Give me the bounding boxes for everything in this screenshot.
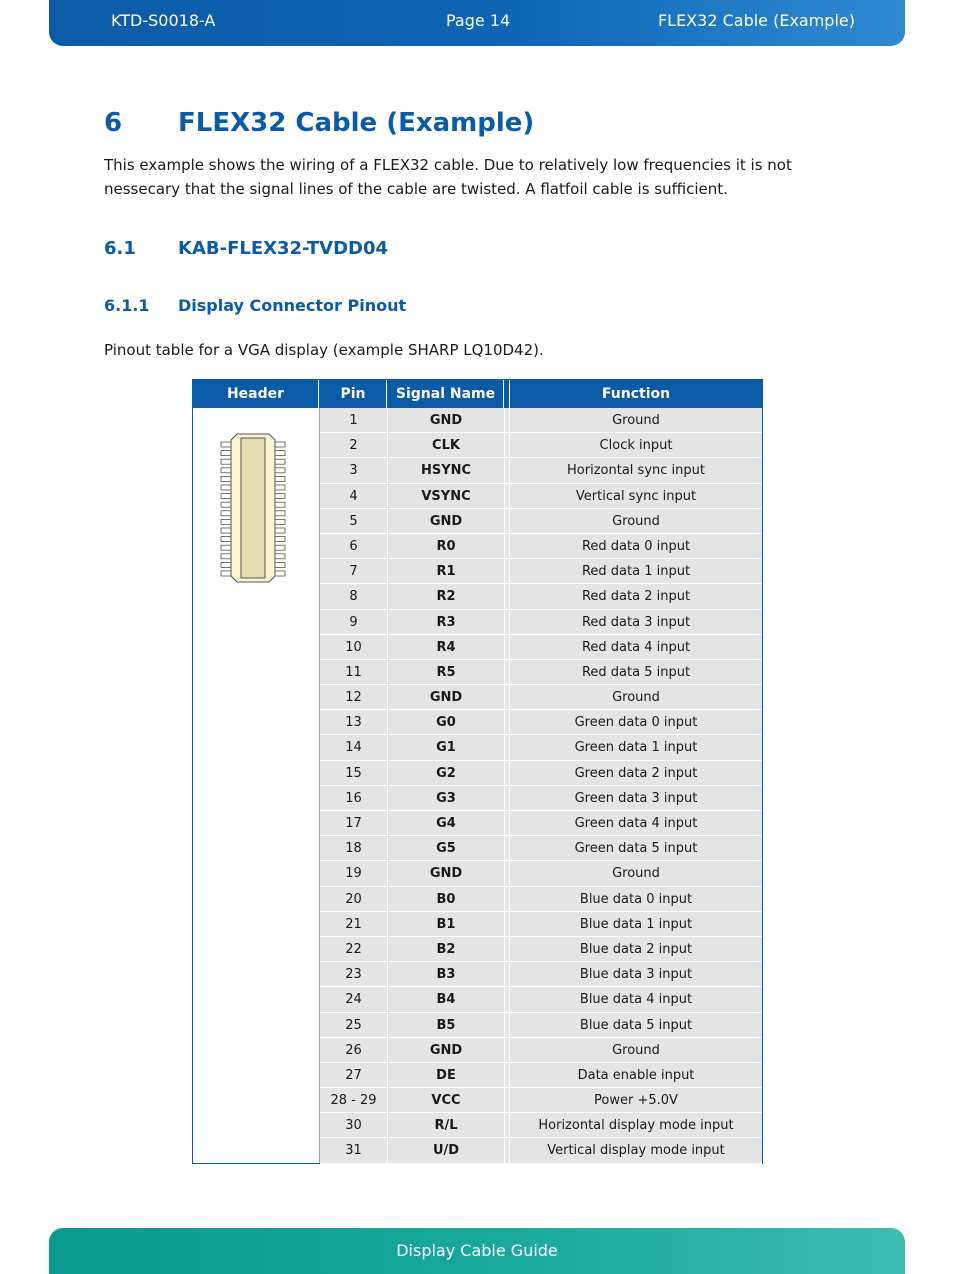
subsection-number: 6.1	[104, 238, 136, 259]
pin-cell: 31	[320, 1138, 388, 1163]
function-cell: Clock input	[509, 433, 762, 458]
table-row	[320, 811, 762, 836]
subsubsection-title: Display Connector Pinout	[178, 296, 407, 315]
table-row	[320, 710, 762, 735]
function-cell: Red data 0 input	[509, 534, 762, 559]
signal-name-cell: G4	[388, 811, 505, 836]
function-cell: Vertical sync input	[509, 484, 762, 509]
function-cell: Ground	[509, 1038, 762, 1063]
column-header-function: Function	[509, 380, 762, 408]
function-cell: Horizontal sync input	[509, 458, 762, 483]
header-image-cell	[193, 408, 320, 1163]
pin-cell: 13	[320, 710, 388, 735]
subsubsection-number: 6.1.1	[104, 296, 150, 315]
pinout-table	[192, 379, 763, 1164]
function-cell: Ground	[509, 509, 762, 534]
table-row	[320, 408, 762, 433]
signal-name-cell: HSYNC	[388, 458, 505, 483]
signal-name-cell: R3	[388, 610, 505, 635]
subsection-heading	[104, 238, 388, 259]
pin-cell: 9	[320, 610, 388, 635]
table-row	[320, 761, 762, 786]
table-row	[320, 584, 762, 609]
table-row	[320, 559, 762, 584]
pin-cell: 12	[320, 685, 388, 710]
signal-name-cell: B0	[388, 887, 505, 912]
signal-name-cell: GND	[388, 408, 505, 433]
header-section-title: FLEX32 Cable (Example)	[657, 11, 855, 30]
pin-cell: 28 - 29	[320, 1088, 388, 1113]
function-cell: Vertical display mode input	[509, 1138, 762, 1163]
function-cell: Red data 5 input	[509, 660, 762, 685]
signal-name-cell: R1	[388, 559, 505, 584]
footer-title: Display Cable Guide	[396, 1241, 558, 1260]
function-cell: Blue data 0 input	[509, 887, 762, 912]
table-row	[320, 685, 762, 710]
signal-name-cell: R0	[388, 534, 505, 559]
function-cell: Green data 5 input	[509, 836, 762, 861]
table-row	[320, 660, 762, 685]
signal-name-cell: DE	[388, 1063, 505, 1088]
table-row	[320, 1088, 762, 1113]
table-row	[320, 937, 762, 962]
table-row	[320, 610, 762, 635]
subsection-title: KAB-FLEX32-TVDD04	[178, 238, 389, 259]
table-row	[320, 534, 762, 559]
signal-name-cell: CLK	[388, 433, 505, 458]
table-body	[320, 408, 762, 1164]
column-header-header: Header	[193, 380, 319, 408]
function-cell: Ground	[509, 861, 762, 886]
function-cell: Blue data 1 input	[509, 912, 762, 937]
pin-cell: 20	[320, 887, 388, 912]
signal-name-cell: R2	[388, 584, 505, 609]
signal-name-cell: G1	[388, 735, 505, 760]
table-row	[320, 509, 762, 534]
signal-name-cell: R5	[388, 660, 505, 685]
intro-paragraph: This example shows the wiring of a FLEX32 cable. Due to relatively low frequencies it is not nessecary that the signal lines of the cable are twisted. A flatfoil cable is sufficient.	[104, 156, 792, 198]
table-row	[320, 1013, 762, 1038]
column-header-pin: Pin	[320, 380, 387, 408]
section-title: FLEX32 Cable (Example)	[178, 108, 535, 138]
document-id: KTD-S0018-A	[111, 11, 216, 30]
section-number: 6	[104, 108, 123, 138]
pin-cell: 26	[320, 1038, 388, 1063]
signal-name-cell: U/D	[388, 1138, 505, 1163]
pin-cell: 3	[320, 458, 388, 483]
signal-name-cell: G0	[388, 710, 505, 735]
function-cell: Blue data 5 input	[509, 1013, 762, 1038]
pin-cell: 23	[320, 962, 388, 987]
signal-name-cell: GND	[388, 1038, 505, 1063]
function-cell: Red data 2 input	[509, 584, 762, 609]
function-cell: Green data 0 input	[509, 710, 762, 735]
signal-name-cell: R/L	[388, 1113, 505, 1138]
page-number: Page 14	[446, 11, 511, 30]
pin-cell: 2	[320, 433, 388, 458]
signal-name-cell: G5	[388, 836, 505, 861]
pin-cell: 1	[320, 408, 388, 433]
function-cell: Red data 1 input	[509, 559, 762, 584]
table-row	[320, 1113, 762, 1138]
pin-cell: 8	[320, 584, 388, 609]
function-cell: Power +5.0V	[509, 1088, 762, 1113]
pin-cell: 7	[320, 559, 388, 584]
pin-cell: 15	[320, 761, 388, 786]
function-cell: Red data 3 input	[509, 610, 762, 635]
signal-name-cell: G2	[388, 761, 505, 786]
table-row	[320, 1063, 762, 1088]
page-footer-bar	[49, 1228, 905, 1274]
pin-cell: 10	[320, 635, 388, 660]
signal-name-cell: GND	[388, 861, 505, 886]
function-cell: Green data 3 input	[509, 786, 762, 811]
function-cell: Blue data 2 input	[509, 937, 762, 962]
pin-cell: 21	[320, 912, 388, 937]
table-row	[320, 484, 762, 509]
connector-icon	[219, 430, 287, 586]
signal-name-cell: G3	[388, 786, 505, 811]
table-row	[320, 458, 762, 483]
function-cell: Red data 4 input	[509, 635, 762, 660]
signal-name-cell: R4	[388, 635, 505, 660]
function-cell: Green data 4 input	[509, 811, 762, 836]
function-cell: Blue data 3 input	[509, 962, 762, 987]
section-heading	[104, 108, 534, 138]
signal-name-cell: B1	[388, 912, 505, 937]
signal-name-cell: GND	[388, 685, 505, 710]
table-row	[320, 735, 762, 760]
function-cell: Ground	[509, 685, 762, 710]
table-row	[320, 987, 762, 1012]
function-cell: Blue data 4 input	[509, 987, 762, 1012]
table-row	[320, 1038, 762, 1063]
page-header-bar	[49, 0, 905, 46]
signal-name-cell: VCC	[388, 1088, 505, 1113]
table-row	[320, 1138, 762, 1163]
pin-cell: 24	[320, 987, 388, 1012]
function-cell: Data enable input	[509, 1063, 762, 1088]
pin-cell: 17	[320, 811, 388, 836]
signal-name-cell: B5	[388, 1013, 505, 1038]
pin-cell: 27	[320, 1063, 388, 1088]
table-row	[320, 786, 762, 811]
table-row	[320, 912, 762, 937]
pin-cell: 14	[320, 735, 388, 760]
pin-cell: 25	[320, 1013, 388, 1038]
pin-cell: 18	[320, 836, 388, 861]
table-row	[320, 887, 762, 912]
pin-cell: 6	[320, 534, 388, 559]
pin-cell: 19	[320, 861, 388, 886]
column-header-signal: Signal Name	[388, 380, 504, 408]
pin-cell: 16	[320, 786, 388, 811]
signal-name-cell: B3	[388, 962, 505, 987]
signal-name-cell: GND	[388, 509, 505, 534]
pin-cell: 22	[320, 937, 388, 962]
table-caption: Pinout table for a VGA display (example SHARP LQ10D42).	[104, 341, 544, 359]
function-cell: Green data 1 input	[509, 735, 762, 760]
table-header-row	[193, 380, 762, 408]
signal-name-cell: B4	[388, 987, 505, 1012]
pin-cell: 5	[320, 509, 388, 534]
signal-name-cell: VSYNC	[388, 484, 505, 509]
table-row	[320, 433, 762, 458]
table-row	[320, 635, 762, 660]
signal-name-cell: B2	[388, 937, 505, 962]
function-cell: Green data 2 input	[509, 761, 762, 786]
pin-cell: 4	[320, 484, 388, 509]
function-cell: Ground	[509, 408, 762, 433]
pin-cell: 30	[320, 1113, 388, 1138]
function-cell: Horizontal display mode input	[509, 1113, 762, 1138]
pin-cell: 11	[320, 660, 388, 685]
table-row	[320, 962, 762, 987]
table-row	[320, 836, 762, 861]
table-row	[320, 861, 762, 886]
subsubsection-heading	[104, 296, 406, 315]
